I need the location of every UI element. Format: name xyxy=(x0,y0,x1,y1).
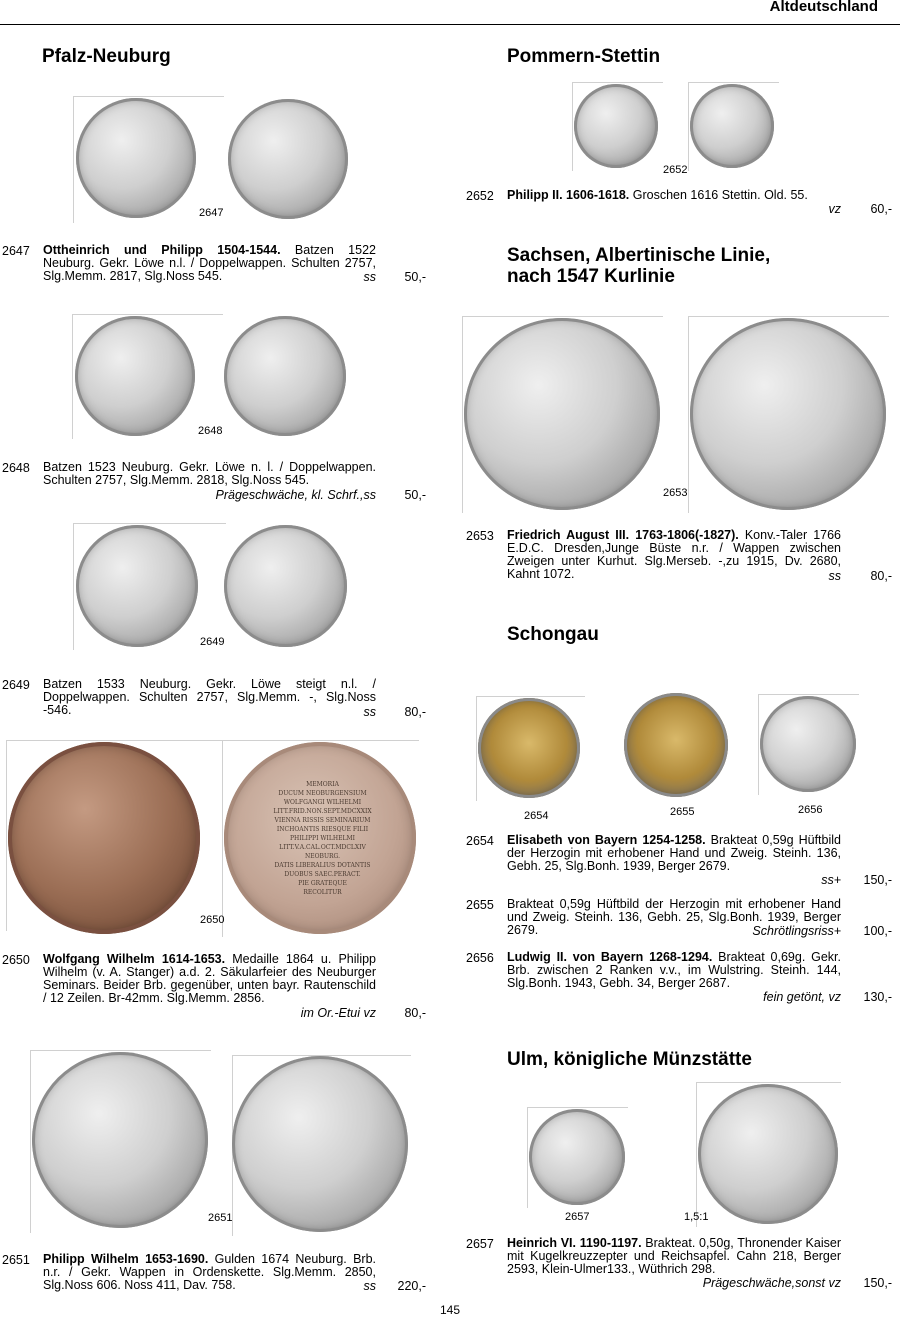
coin-reverse-image xyxy=(224,316,346,436)
lot-description: Batzen 1523 Neuburg. Gekr. Löwe n. l. / Doppelwappen. Schulten 2757, Slg.Memm. 2818, Slg.Noss 545. xyxy=(43,460,376,487)
lot-text: Medaille 1864 u. Philipp Wilhelm (v. A. Stanger) a.d. 2. Säkularfeier des Neuburger Seminars. Beider Brb. gegenüber, unten bayr. Rautenschild / 12 Zeilen. Br-42mm. Slg.Memm. 2856. xyxy=(43,952,376,1005)
lot-grade: ss+ xyxy=(821,873,841,887)
coin-obverse-image xyxy=(464,318,660,510)
bracteate-image xyxy=(760,696,856,792)
lot-price: 220,- xyxy=(397,1279,426,1293)
lot-number: 2651 xyxy=(2,1253,30,1267)
bracteate-image xyxy=(529,1109,625,1205)
page-header xyxy=(0,0,900,26)
image-number: 2657 xyxy=(565,1211,590,1223)
section-pfalz-neuburg: Pfalz-Neuburg xyxy=(42,46,171,67)
section-schongau: Schongau xyxy=(507,624,599,645)
coin-reverse-image xyxy=(224,525,347,647)
lot-grade: im Or.-Etui vz xyxy=(300,1006,376,1020)
coin-obverse-image xyxy=(76,525,198,647)
bracteate-image xyxy=(624,693,728,797)
section-pommern-stettin: Pommern-Stettin xyxy=(507,46,661,67)
lot-text: Groschen 1616 Stettin. Old. 55. xyxy=(629,188,808,202)
lot-price: 50,- xyxy=(404,270,426,284)
bracteate-image xyxy=(478,698,580,798)
lot-ruler: Ludwig II. von Bayern 1268-1294. xyxy=(507,950,713,964)
lot-description: Brakteat 0,59g Hüftbild der Herzogin mit erhobener Hand und Zweig. Steinh. 136, Gebh. 25, Slg.Bonh. 1939, Berger 2679. xyxy=(507,897,841,937)
lot-grade: Prägeschwäche,sonst vz xyxy=(702,1276,841,1290)
header-rule xyxy=(0,24,900,25)
image-number: 2649 xyxy=(200,636,225,648)
lot-description xyxy=(43,953,376,1005)
lot-text: Gulden 1674 Neuburg. Brb. n.r. / Gekr. Wappen in Ordenskette. Slg.Memm. 2850, Slg.Noss 606. Noss 411, Dav. 758. xyxy=(43,1252,376,1292)
image-number: 2655 xyxy=(670,806,695,818)
lot-ruler: Philipp Wilhelm 1653-1690. xyxy=(43,1252,209,1266)
lot-price: 100,- xyxy=(863,924,892,938)
lot-price: 130,- xyxy=(863,990,892,1004)
section-sachsen: Sachsen, Albertinische Linie, nach 1547 Kurlinie xyxy=(507,245,771,287)
medal-obverse-image xyxy=(8,742,200,934)
image-number: 2654 xyxy=(524,810,549,822)
medal-inscription: MEMORIA DUCUM NEOBURGENSIUM WOLFGANGI WILHELMI LITT.FRID.NON.SEPT.MDCXXIX VIENNA RISSIS SEMINARIUM INCHOANTIS RIESQUE FILII PHILIPPI WILHELMI LITT.V.A.CAL.OCT.MDCLXIV NEOBURG. DATIS LIBERALIUS DOTANTIS DUOBUS SAEC.PERACT. PIE GRATEQUE RECOLITUR xyxy=(273,781,372,896)
lot-grade: Schrötlingsriss+ xyxy=(752,924,841,938)
bracteate-enlarged-image xyxy=(698,1084,838,1224)
lot-grade: vz xyxy=(828,202,841,216)
image-number: 2656 xyxy=(798,804,823,816)
lot-price: 80,- xyxy=(870,569,892,583)
lot-text: Brakteat 0,69g. Gekr. Brb. zwischen 2 Ranken v.v., im Wulstring. Steinh. 144, Slg.Bonh. 1943, Gebh. 34, Berger 2687. xyxy=(507,950,841,990)
lot-grade: fein getönt, vz xyxy=(763,990,841,1004)
lot-number: 2648 xyxy=(2,461,30,475)
lot-ruler: Friedrich August III. 1763-1806(-1827). xyxy=(507,528,739,542)
lot-ruler: Wolfgang Wilhelm 1614-1653. xyxy=(43,952,226,966)
lot-grade: ss xyxy=(363,705,376,719)
lot-number: 2655 xyxy=(466,898,494,912)
lot-ruler: Heinrich VI. 1190-1197. xyxy=(507,1236,642,1250)
lot-number: 2654 xyxy=(466,834,494,848)
image-number: 2648 xyxy=(198,425,223,437)
lot-price: 50,- xyxy=(404,488,426,502)
lot-number: 2653 xyxy=(466,529,494,543)
image-number: 2652 xyxy=(663,164,688,176)
lot-description xyxy=(507,951,841,990)
lot-text: Konv.-Taler 1766 E.D.C. Dresden,Junge Büste n.r. / Wappen zwischen Zweigen unter Kurhut. Slg.Merseb. -,zu 1915, Dv. 2680, Kahnt 1072. xyxy=(507,528,842,581)
lot-ruler: Philipp II. 1606-1618. xyxy=(507,188,630,202)
coin-obverse-image xyxy=(76,98,196,218)
lot-number: 2650 xyxy=(2,953,30,967)
lot-price: 60,- xyxy=(870,202,892,216)
lot-ruler: Ottheinrich und Philipp 1504-1544. xyxy=(43,243,281,257)
lot-text: Brakteat. 0,50g, Thronender Kaiser mit Kugelkreuzzepter und Reichsapfel. Cahn 218, Berger 2593, Klein-Ulmer133., Wüthrich 298. xyxy=(507,1236,841,1276)
lot-text: Batzen 1522 Neuburg. Gekr. Löwe n.l. / Doppelwappen. Schulten 2757, Slg.Memm. 2817, Slg.Noss 545. xyxy=(43,243,376,283)
image-number: 2653 xyxy=(663,487,688,499)
lot-description xyxy=(507,834,841,873)
coin-obverse-image xyxy=(32,1052,208,1228)
coin-reverse-image xyxy=(228,99,348,219)
lot-grade: Prägeschwäche, kl. Schrf.,ss xyxy=(215,488,376,502)
image-number: 2651 xyxy=(208,1212,233,1224)
section-ulm: Ulm, königliche Münzstätte xyxy=(507,1049,752,1070)
lot-number: 2649 xyxy=(2,678,30,692)
lot-grade: ss xyxy=(363,270,376,284)
lot-description xyxy=(507,1237,841,1276)
lot-price: 80,- xyxy=(404,705,426,719)
coin-reverse-image xyxy=(690,318,886,510)
lot-number: 2657 xyxy=(466,1237,494,1251)
lot-ruler: Elisabeth von Bayern 1254-1258. xyxy=(507,833,706,847)
lot-price: 150,- xyxy=(863,1276,892,1290)
lot-number: 2652 xyxy=(466,189,494,203)
lot-number: 2656 xyxy=(466,951,494,965)
lot-description xyxy=(507,189,841,202)
image-number: 2647 xyxy=(199,207,224,219)
lot-price: 150,- xyxy=(863,873,892,887)
coin-reverse-image xyxy=(232,1056,408,1232)
lot-grade: ss xyxy=(828,569,841,583)
scale-label: 1,5:1 xyxy=(684,1211,709,1223)
header-title: Altdeutschland xyxy=(769,0,878,15)
lot-grade: ss xyxy=(363,1279,376,1293)
page-number: 145 xyxy=(439,1303,461,1317)
coin-obverse-image xyxy=(75,316,195,436)
coin-reverse-image xyxy=(690,84,774,168)
lot-description: Batzen 1533 Neuburg. Gekr. Löwe steigt n.l. / Doppelwappen. Schulten 2757, Slg.Memm. -, Slg.Noss -546. xyxy=(43,677,376,717)
lot-number: 2647 xyxy=(2,244,30,258)
image-number: 2650 xyxy=(200,914,225,926)
lot-price: 80,- xyxy=(404,1006,426,1020)
lot-text: Brakteat 0,59g Hüftbild der Herzogin mit erhobener Hand und Zweig. Steinh. 136, Gebh. 25, Slg.Bonh. 1939, Berger 2679. xyxy=(507,833,841,873)
coin-obverse-image xyxy=(574,84,658,168)
